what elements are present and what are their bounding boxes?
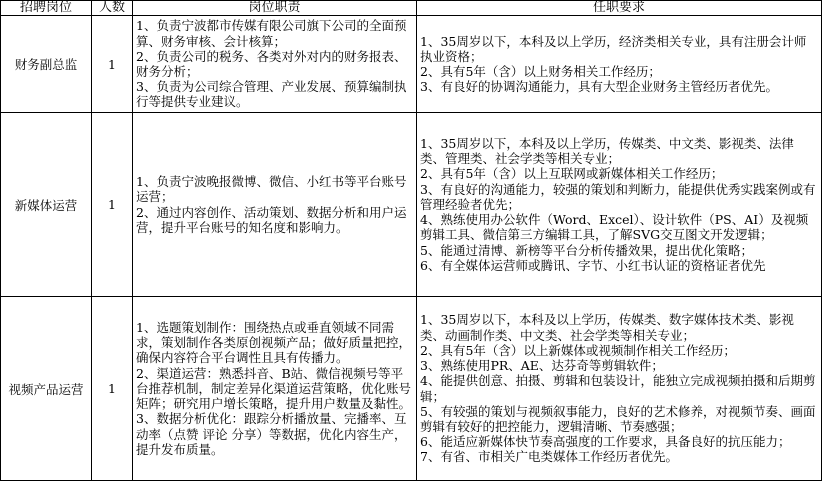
duty-item: 3、数据分析优化：跟踪分析播放量、完播率、互动率（点赞 评论 分享）等数据，优化内容生产，提升发布质量。: [136, 411, 407, 457]
duty-item: 1、选题策划制作：围绕热点或垂直领域不同需求，策划制作各类原创视频产品；做好质量把控，确保内容符合平台调性且具有传播力。: [136, 320, 412, 366]
requirements-cell: [417, 16, 822, 113]
count-cell: 1: [92, 113, 133, 297]
requirement-item: 2、具有5年（含）以上新媒体或视频制作相关工作经历；: [420, 342, 736, 358]
requirement-item: 1、35周岁以下，本科及以上学历，传媒类、中文类、影视类、法律类、管理类、社会学类等相关专业；: [420, 136, 794, 167]
requirement-item: 2、具有5年（含）以上财务相关工作经历；: [420, 64, 661, 79]
requirements-cell: [417, 297, 822, 481]
requirement-item: 6、有全媒体运营师或腾讯、字节、小红书认证的资格证者优先: [420, 257, 766, 273]
requirement-item: 5、能通过清博、新榜等平台分析传播效果，提出优化策略；: [420, 242, 753, 258]
requirement-item: 1、35周岁以下，本科及以上学历，传媒类、数字媒体技术类、影视类、动画制作类、中文类、社会学类等相关专业；: [420, 312, 794, 343]
requirement-item: 3、有良好的沟通能力，较强的策划和判断力，能提供优秀实践案例或有管理经验者优先；: [420, 181, 816, 212]
duty-item: 1、负责宁波都市传媒有限公司旗下公司的全面预算、财务审核、会计核算；: [136, 18, 407, 49]
duty-item: 2、负责公司的税务、各类对外对内的财务报表、财务分析；: [136, 48, 407, 79]
requirement-item: 4、熟练使用办公软件（Word、Excel）、设计软件（PS、AI）及视频剪辑工具、微信第三方编辑工具，了解SVG交互图文开发逻辑；: [420, 212, 809, 243]
position-cell: 新媒体运营: [1, 113, 92, 297]
duties-cell: [133, 113, 417, 297]
header-count: 人数: [92, 1, 133, 16]
requirement-item: 3、有良好的协调沟通能力，具有大型企业财务主管经历者优先。: [420, 79, 778, 95]
duty-item: 2、通过内容创作、活动策划、数据分析和用户运营，提升平台账号的知名度和影响力。: [136, 204, 407, 235]
position-cell: 财务副总监: [1, 16, 92, 113]
duty-item: 2、渠道运营：熟悉抖音、B站、微信视频号等平台推荐机制，制定差异化渠道运营策略，优化账号矩阵；研究用户增长策略，提升用户数量及黏性。: [136, 365, 412, 412]
requirements-cell: [417, 113, 822, 297]
position-cell: 视频产品运营: [1, 297, 92, 481]
count-cell: 1: [92, 297, 133, 481]
header-requirements: 任职要求: [417, 1, 822, 16]
table-row: [1, 113, 822, 297]
requirement-item: 4、能提供创意、拍摄、剪辑和包装设计，能独立完成视频拍摄和后期剪辑；: [420, 373, 816, 404]
header-row: [1, 1, 822, 16]
table-row: [1, 297, 822, 481]
requirement-item: 6、能适应新媒体快节奏高强度的工作要求，具备良好的抗压能力；: [420, 434, 791, 450]
count-cell: 1: [92, 16, 133, 113]
header-position: 招聘岗位: [1, 1, 92, 16]
table-row: [1, 16, 822, 113]
header-duties: 岗位职责: [133, 1, 417, 16]
duty-item: 3、负责为公司综合管理、产业发展、预算编制执行等提供专业建议。: [136, 79, 407, 110]
requirement-item: 2、具有5年（含）以上互联网或新媒体相关工作经历；: [420, 166, 724, 182]
requirement-item: 5、有较强的策划与视频叙事能力，良好的艺术修养，对视频节奏、画面剪辑有较好的把控能力，逻辑清晰、节奏感强；: [420, 403, 816, 434]
requirement-item: 3、熟练使用PR、AE、达芬奇等剪辑软件；: [420, 358, 664, 374]
duties-cell: [133, 297, 417, 481]
requirement-item: 1、35周岁以下，本科及以上学历，经济类相关专业，具有注册会计师执业资格；: [420, 33, 807, 64]
duty-item: 1、负责宁波晚报微博、微信、小红书等平台账号运营；: [136, 174, 407, 205]
requirement-item: 7、有省、市相关广电类媒体工作经历者优先。: [420, 449, 678, 465]
duties-cell: [133, 16, 417, 113]
